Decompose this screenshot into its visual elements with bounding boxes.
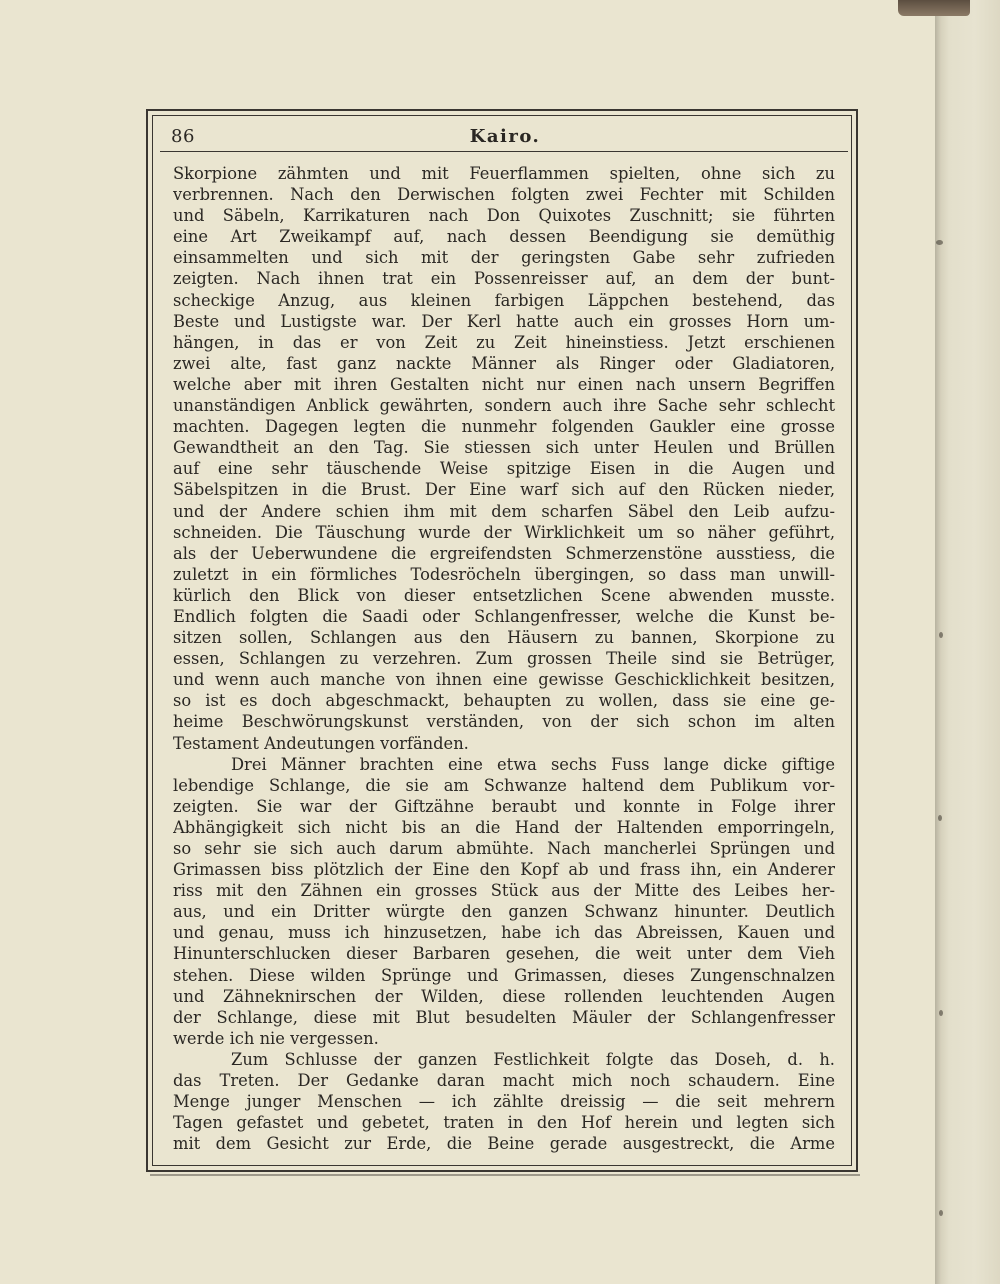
text-line: und Säbeln, Karrikaturen nach Don Quixotes Zuschnitt; sie führten [173, 206, 835, 226]
text-line: und genau, muss ich hinzusetzen, habe ich das Abreissen, Kauen und [173, 923, 835, 943]
text-line: zeigten. Nach ihnen trat ein Possenreisser auf, an dem der bunt- [173, 269, 835, 289]
text-line: Hinunterschlucken dieser Barbaren gesehen, die weit unter dem Vieh [173, 944, 835, 964]
text-line: Abhängigkeit sich nicht bis an die Hand der Haltenden emporringeln, [173, 817, 835, 837]
page-number: 86 [171, 126, 195, 147]
header-rule [160, 151, 848, 152]
text-line: und Zähneknirschen der Wilden, diese rollenden leuchtenden Augen [173, 986, 835, 1006]
text-line: unanständigen Anblick gewährten, sondern auch ihre Sache sehr schlecht [173, 396, 835, 416]
text-line: lebendige Schlange, die sie am Schwanze haltend dem Publikum vor- [173, 775, 835, 795]
text-line: werde ich nie vergessen. [173, 1028, 379, 1048]
text-line: so ist es doch abgeschmackt, behaupten zu wollen, dass sie eine ge- [173, 691, 835, 711]
text-line: sitzen sollen, Schlangen aus den Häusern zu bannen, Skorpione zu [173, 628, 835, 648]
body-text [173, 163, 835, 1154]
text-line: zuletzt in ein förmliches Todesröcheln übergingen, so dass man unwill- [173, 564, 835, 584]
text-line: aus, und ein Dritter würgte den ganzen Schwanz hinunter. Deutlich [173, 902, 835, 922]
text-line: der Schlange, diese mit Blut besudelten Mäuler der Schlangenfresser [173, 1007, 835, 1027]
text-line: einsammelten und sich mit der geringsten Gabe sehr zufrieden [173, 248, 835, 268]
text-line: schneiden. Die Täuschung wurde der Wirklichkeit um so näher geführt, [173, 522, 835, 542]
text-line: zeigten. Sie war der Giftzähne beraubt und konnte in Folge ihrer [173, 796, 835, 816]
text-line: kürlich den Blick von dieser entsetzlichen Scene abwenden musste. [173, 585, 835, 605]
text-line: Testament Andeutungen vorfänden. [173, 733, 469, 753]
book-spine [935, 0, 1000, 1284]
ink-smudge [936, 240, 943, 245]
text-line: Skorpione zähmten und mit Feuerflammen spielten, ohne sich zu [173, 164, 835, 183]
text-line: machten. Dagegen legten die nunmehr folgenden Gaukler eine grosse [173, 417, 835, 437]
text-line: Beste und Lustigste war. Der Kerl hatte auch ein grosses Horn um- [173, 311, 835, 331]
text-line: essen, Schlangen zu verzehren. Zum grossen Theile sind sie Betrüger, [173, 649, 835, 669]
text-line: Drei Männer brachten eine etwa sechs Fuss lange dicke giftige [231, 754, 835, 774]
running-head: Kairo. [469, 126, 541, 147]
ink-smudge [939, 1210, 943, 1216]
text-line: und der Andere schien ihm mit dem scharfen Säbel den Leib aufzu- [173, 501, 835, 521]
text-line: Tagen gefastet und gebetet, traten in den Hof herein und legten sich [173, 1113, 835, 1133]
text-line: auf eine sehr täuschende Weise spitzige Eisen in die Augen und [173, 459, 835, 479]
text-line: scheckige Anzug, aus kleinen farbigen Läppchen bestehend, das [173, 290, 835, 310]
text-line: Zum Schlusse der ganzen Festlichkeit folgte das Doseh, d. h. [231, 1049, 835, 1069]
text-line: Endlich folgten die Saadi oder Schlangenfresser, welche die Kunst be- [173, 606, 835, 626]
binding-edge [898, 0, 970, 16]
page-frame-shadow [150, 1174, 860, 1176]
text-line: so sehr sie sich auch darum abmühte. Nach mancherlei Sprüngen und [173, 839, 835, 858]
text-line: welche aber mit ihren Gestalten nicht nur einen nach unsern Begriffen [173, 374, 835, 394]
text-line: das Treten. Der Gedanke daran macht mich noch schaudern. Eine [173, 1071, 835, 1091]
text-line: Grimassen biss plötzlich der Eine den Kopf ab und frass ihn, ein Anderer [173, 860, 835, 880]
text-line: Gewandtheit an den Tag. Sie stiessen sich unter Heulen und Brüllen [173, 438, 835, 458]
ink-smudge [939, 632, 943, 638]
page-header [168, 124, 842, 152]
ink-smudge [939, 1010, 943, 1016]
text-line: stehen. Diese wilden Sprünge und Grimassen, dieses Zungenschnalzen [173, 965, 835, 985]
text-line: Säbelspitzen in die Brust. Der Eine warf sich auf den Rücken nieder, [173, 480, 835, 500]
text-line: hängen, in das er von Zeit zu Zeit hineinstiess. Jetzt erschienen [173, 332, 835, 352]
text-line: als der Ueberwundene die ergreifendsten Schmerzenstöne ausstiess, die [173, 543, 835, 563]
text-line: riss mit den Zähnen ein grosses Stück aus der Mitte des Leibes her- [173, 881, 835, 901]
text-line: heime Beschwörungskunst verständen, von der sich schon im alten [173, 712, 835, 732]
text-line: und wenn auch manche von ihnen eine gewisse Geschicklichkeit besitzen, [173, 670, 835, 690]
text-line: mit dem Gesicht zur Erde, die Beine gerade ausgestreckt, die Arme [173, 1134, 835, 1154]
text-line: zwei alte, fast ganz nackte Männer als Ringer oder Gladiatoren, [173, 353, 835, 373]
ink-smudge [938, 815, 942, 821]
text-line: eine Art Zweikampf auf, nach dessen Beendigung sie demüthig [173, 227, 835, 247]
text-line: Menge junger Menschen — ich zählte dreissig — die seit mehrern [173, 1092, 835, 1112]
text-line: verbrennen. Nach den Derwischen folgten zwei Fechter mit Schilden [173, 185, 835, 205]
